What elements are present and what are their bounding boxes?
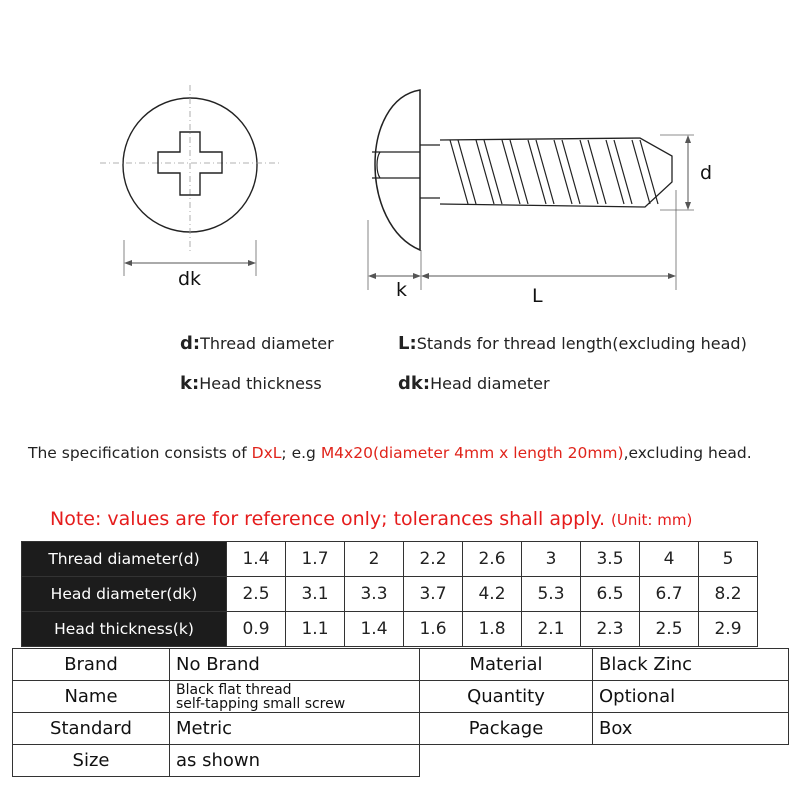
- empty-cell: [593, 745, 789, 777]
- table-cell: 2.1: [522, 612, 581, 647]
- size-label: Size: [13, 745, 170, 777]
- spec-example: M4x20(diameter 4mm x length 20mm): [320, 444, 624, 462]
- table-cell: 6.5: [581, 577, 640, 612]
- empty-cell: [420, 745, 593, 777]
- brand-value: No Brand: [170, 649, 420, 681]
- table-row: [22, 542, 758, 577]
- thread-line: [510, 140, 528, 204]
- L-label: L: [532, 285, 543, 307]
- legend-symbol: d: [180, 333, 193, 354]
- thread-line: [536, 140, 554, 204]
- table-cell: 2.2: [404, 542, 463, 577]
- table-cell: 2.3: [581, 612, 640, 647]
- package-label: Package: [420, 713, 593, 745]
- name-label: Name: [13, 681, 170, 713]
- table-cell: 3: [522, 542, 581, 577]
- quantity-label: Quantity: [420, 681, 593, 713]
- spec-suffix: ,excluding head.: [623, 444, 752, 462]
- thread-line: [562, 140, 580, 204]
- table-row: [13, 713, 789, 745]
- legend-sep: :: [191, 373, 200, 394]
- table-cell: 1.4: [227, 542, 286, 577]
- table-cell: 1.6: [404, 612, 463, 647]
- name-value-line2: self-tapping small screw: [176, 695, 346, 712]
- spec-prefix: The specification consists of: [28, 444, 252, 462]
- k-label: k: [396, 279, 408, 301]
- legend-text: Head thickness: [199, 374, 322, 393]
- spec-format: DxL: [251, 444, 282, 462]
- table-cell: 1.7: [286, 542, 345, 577]
- legend-L: [398, 333, 747, 354]
- table-cell: 4.2: [463, 577, 522, 612]
- legend-sep: :: [192, 333, 201, 354]
- screw-diagram: [0, 0, 800, 320]
- thread-line: [554, 140, 572, 204]
- quantity-value: Optional: [593, 681, 789, 713]
- row-header: Head diameter(dk): [22, 577, 227, 612]
- row-header: Head thickness(k): [22, 612, 227, 647]
- size-value: as shown: [170, 745, 420, 777]
- spec-middle: ; e.g: [281, 444, 321, 462]
- table-cell: 3.1: [286, 577, 345, 612]
- row-header: Thread diameter(d): [22, 542, 227, 577]
- thread-line: [614, 140, 632, 204]
- table-cell: 2: [345, 542, 404, 577]
- d-label: d: [700, 162, 713, 184]
- dk-label: dk: [178, 268, 202, 290]
- table-row: [22, 577, 758, 612]
- legend-text: Head diameter: [430, 374, 550, 393]
- brand-label: Brand: [13, 649, 170, 681]
- thread-line: [528, 140, 546, 204]
- table-cell: 0.9: [227, 612, 286, 647]
- screw-shank: [420, 138, 672, 207]
- legend-dk: [398, 373, 550, 394]
- thread-line: [458, 140, 476, 204]
- legend-sep: :: [409, 333, 417, 354]
- table-cell: 3.3: [345, 577, 404, 612]
- table-cell: 1.8: [463, 612, 522, 647]
- table-cell: 1.1: [286, 612, 345, 647]
- legend-symbol: L: [398, 333, 410, 354]
- thread-line: [606, 140, 624, 204]
- thread-line: [484, 140, 502, 204]
- note-text: Note: values are for reference only; tolerances shall apply.: [50, 508, 605, 530]
- thread-line: [640, 140, 658, 204]
- legend-text: Thread diameter: [200, 334, 334, 353]
- table-cell: 8.2: [699, 577, 758, 612]
- legend-text: Stands for thread length(excluding head): [416, 334, 747, 353]
- table-row: [13, 649, 789, 681]
- thread-line: [450, 140, 468, 204]
- legend-sep: :: [422, 373, 431, 394]
- thread-line: [588, 140, 606, 204]
- table-cell: 3.5: [581, 542, 640, 577]
- product-info-table: [12, 648, 789, 777]
- specification-text: [28, 444, 752, 462]
- table-cell: 2.5: [640, 612, 699, 647]
- name-value: [170, 681, 420, 713]
- table-cell: 6.7: [640, 577, 699, 612]
- table-cell: 2.5: [227, 577, 286, 612]
- table-cell: 5.3: [522, 577, 581, 612]
- screw-head: [375, 90, 420, 250]
- legend-symbol: dk: [398, 373, 423, 394]
- legend-d: [180, 333, 334, 354]
- dimension-table: [21, 541, 758, 647]
- table-cell: 3.7: [404, 577, 463, 612]
- thread-line: [632, 140, 650, 204]
- thread-line: [580, 140, 598, 204]
- table-cell: 1.4: [345, 612, 404, 647]
- standard-value: Metric: [170, 713, 420, 745]
- name-value-line1: Black flat thread: [176, 681, 292, 698]
- legend-k: [180, 373, 322, 394]
- table-row: [13, 681, 789, 713]
- thread-line: [476, 140, 494, 204]
- table-cell: 2.9: [699, 612, 758, 647]
- unit-label: (Unit: mm): [611, 511, 693, 529]
- screw-side-view: [368, 90, 694, 290]
- table-cell: 2.6: [463, 542, 522, 577]
- standard-label: Standard: [13, 713, 170, 745]
- tolerance-note: [50, 508, 692, 530]
- table-cell: 5: [699, 542, 758, 577]
- legend-symbol: k: [180, 373, 192, 394]
- material-value: Black Zinc: [593, 649, 789, 681]
- table-cell: 4: [640, 542, 699, 577]
- thread-line: [502, 140, 520, 204]
- table-row: [13, 745, 789, 777]
- table-row: [22, 612, 758, 647]
- material-label: Material: [420, 649, 593, 681]
- head-top-view: [100, 85, 280, 276]
- package-value: Box: [593, 713, 789, 745]
